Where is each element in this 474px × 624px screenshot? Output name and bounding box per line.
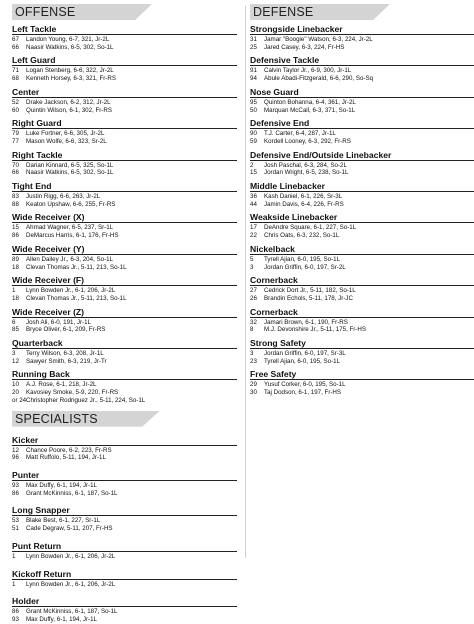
position-title: Cornerback (250, 306, 298, 317)
left-column (12, 4, 237, 624)
position-rule (250, 379, 474, 380)
position-rule (12, 606, 237, 607)
position-rule (250, 317, 474, 318)
player-info: Jared Casey, 6-3, 224, Fr-HS (264, 43, 345, 51)
specialists-banner (12, 411, 160, 427)
jersey-number: 86 (12, 489, 19, 497)
player-info: Lynn Bowden Jr., 6-1, 206, Jr-2L (26, 580, 116, 588)
player-info: Logan Stenberg, 6-6, 322, Jr-2L (26, 67, 114, 75)
player-info: Ahmad Wagner, 6-5, 237, Sr-1L (26, 224, 114, 232)
player-row (250, 75, 474, 83)
player-row (12, 326, 237, 334)
jersey-number: 15 (12, 224, 19, 232)
player-info: Clevan Thomas Jr., 5-11, 213, So-1L (26, 263, 127, 271)
player-info: Mason Wolfe, 6-6, 323, Sr-2L (26, 137, 107, 145)
position-rule (12, 128, 237, 129)
player-row (12, 381, 237, 389)
position-group (250, 369, 474, 396)
offense-section (12, 24, 237, 405)
player-row (250, 67, 474, 75)
position-title: Punter (12, 469, 40, 480)
player-row (12, 397, 237, 405)
player-info: Drake Jackson, 6-2, 312, Jr-2L (26, 98, 111, 106)
defense-header: DEFENSE (253, 5, 314, 19)
player-row (12, 490, 237, 498)
position-group (250, 338, 474, 365)
player-row (250, 264, 474, 272)
position-title: Kickoff Return (12, 568, 72, 579)
player-info: Calvin Taylor Jr., 6-9, 300, Jr-1L (264, 67, 352, 75)
position-rule (12, 34, 237, 35)
player-row (12, 264, 237, 272)
player-row (250, 201, 474, 209)
position-group (12, 24, 237, 51)
player-row (12, 107, 237, 115)
position-group (250, 244, 474, 271)
player-info: Max Duffy, 6-1, 194, Jr-1L (26, 481, 97, 489)
player-row (12, 358, 237, 366)
position-group (250, 150, 474, 177)
player-row (250, 358, 474, 366)
specialists-section (12, 435, 237, 624)
jersey-number: 31 (250, 36, 257, 43)
player-row (250, 44, 474, 52)
position-rule (250, 285, 474, 286)
player-info: Blake Best, 6-1, 227, Sr-1L (26, 517, 101, 525)
player-info: Terry Wilson, 6-3, 208, Jr-1L (26, 350, 104, 358)
position-rule (250, 348, 474, 349)
position-title: Tight End (12, 181, 52, 192)
player-info: Landon Young, 6-7, 321, Jr-2L (26, 36, 110, 43)
position-rule (12, 97, 237, 98)
jersey-number: 83 (12, 193, 19, 201)
jersey-number: 59 (250, 137, 257, 145)
player-row (250, 256, 474, 264)
player-info: Kordell Looney, 6-3, 292, Fr-RS (264, 137, 351, 145)
position-group (12, 87, 237, 114)
jersey-number: 1 (12, 580, 16, 588)
position-title: Defensive Tackle (250, 55, 320, 66)
player-info: Grant McKinniss, 6-1, 187, So-1L (26, 608, 118, 616)
jersey-number: 90 (250, 130, 257, 138)
position-rule (12, 579, 237, 580)
player-row (250, 224, 474, 232)
player-info: Lynn Bowden Jr., 6-1, 206, Jr-2L (26, 287, 116, 295)
position-title: Nose Guard (250, 86, 299, 97)
player-row (12, 224, 237, 232)
jersey-number: 30 (250, 389, 257, 397)
jersey-number: 93 (12, 615, 19, 623)
position-title: Wide Receiver (Y) (12, 243, 85, 254)
jersey-number: 51 (12, 525, 19, 533)
player-row (12, 67, 237, 75)
position-group (250, 87, 474, 114)
position-rule (250, 160, 474, 161)
jersey-number: 27 (250, 287, 257, 295)
position-title: Strongside Linebacker (250, 24, 343, 34)
player-row (12, 36, 237, 44)
position-group (12, 150, 237, 177)
position-rule (250, 222, 474, 223)
jersey-number: 1 (12, 552, 16, 560)
position-group (12, 596, 237, 623)
position-group (12, 55, 237, 82)
player-info: Justin Rigg, 6-6, 263, Jr-2L (26, 193, 101, 201)
player-row (12, 99, 237, 107)
player-row (12, 616, 237, 624)
position-group (12, 435, 237, 462)
jersey-number: 1 (12, 287, 16, 295)
player-info: Tyrell Ajian, 6-0, 195, So-1L (264, 357, 341, 365)
player-row (12, 287, 237, 295)
column-divider (245, 6, 246, 558)
position-title: Kicker (12, 434, 39, 445)
position-title: Wide Receiver (X) (12, 212, 85, 223)
player-info: Sawyer Smith, 6-3, 219, Jr-Tr (26, 357, 107, 365)
player-info: Quinton Bohanna, 6-4, 361, Jr-2L (264, 98, 356, 106)
position-title: Running Back (12, 369, 70, 380)
position-rule (250, 34, 474, 35)
player-info: Chris Oats, 6-3, 232, So-1L (264, 232, 340, 240)
jersey-number: 93 (12, 481, 19, 489)
position-group (12, 181, 237, 208)
jersey-number: 8 (250, 326, 254, 334)
jersey-number: 85 (12, 326, 19, 334)
position-title: Wide Receiver (Z) (12, 306, 85, 317)
position-rule (12, 191, 237, 192)
player-row (250, 287, 474, 295)
position-group (250, 307, 474, 334)
player-info: Keaton Upshaw, 6-6, 255, Fr-RS (26, 200, 116, 208)
jersey-number: 94 (250, 75, 257, 83)
jersey-number: 66 (12, 43, 19, 51)
position-rule (250, 97, 474, 98)
jersey-number: 10 (12, 381, 19, 389)
player-info: Kash Daniel, 6-1, 226, Sr-3L (264, 193, 343, 201)
jersey-number: 52 (12, 98, 19, 106)
jersey-number: 3 (12, 350, 16, 358)
player-info: Darian Kinnard, 6-5, 325, So-1L (26, 161, 114, 169)
player-row (250, 319, 474, 327)
player-info: Jordan Griffin, 6-0, 197, Sr-3L (264, 350, 346, 358)
player-row (250, 36, 474, 44)
position-title: Wide Receiver (F) (12, 275, 85, 286)
player-info: Kenneth Horsey, 6-3, 321, Fr-RS (26, 75, 116, 83)
jersey-number: 50 (250, 106, 257, 114)
player-info: Yusuf Corker, 6-0, 195, So-1L (264, 381, 346, 389)
player-row (250, 381, 474, 389)
player-row (12, 389, 237, 397)
position-title: Left Guard (12, 55, 56, 66)
player-row (250, 138, 474, 146)
jersey-number: 18 (12, 263, 19, 271)
position-rule (12, 222, 237, 223)
player-info: Jamari Brown, 6-1, 190, Fr-RS (264, 318, 348, 326)
position-group (12, 118, 237, 145)
player-info: Chance Poore, 6-2, 223, Fr-RS (26, 446, 112, 454)
position-title: Defensive End/Outside Linebacker (250, 149, 392, 160)
player-row (12, 193, 237, 201)
position-title: Middle Linebacker (250, 181, 325, 192)
jersey-number: 12 (12, 357, 19, 365)
player-row (12, 608, 237, 616)
jersey-number: 91 (250, 67, 257, 75)
position-title: Strong Safety (250, 338, 306, 349)
player-row (12, 525, 237, 533)
jersey-number: 89 (12, 255, 19, 263)
position-group (250, 118, 474, 145)
player-row (250, 169, 474, 177)
player-row (12, 553, 237, 561)
position-rule (12, 285, 237, 286)
position-group (12, 369, 237, 404)
position-rule (250, 128, 474, 129)
position-group (12, 541, 237, 561)
position-rule (12, 480, 237, 481)
player-info: Jamin Davis, 6-4, 226, Fr-RS (264, 200, 344, 208)
player-row (12, 232, 237, 240)
player-info: Naasir Watkins, 6-5, 302, So-1L (26, 169, 114, 177)
player-info: Quintin Wilson, 6-1, 302, Fr-RS (26, 106, 112, 114)
jersey-number: 2 (250, 161, 254, 169)
position-rule (12, 445, 237, 446)
jersey-number: 6 (12, 318, 16, 326)
player-row (12, 44, 237, 52)
position-group (12, 470, 237, 497)
player-row (250, 130, 474, 138)
jersey-number: 88 (12, 200, 19, 208)
player-info: Jordan Wright, 6-5, 238, So-1L (264, 169, 349, 177)
player-info: Kavosiey Smoke, 5-9, 220, Fr-RS (26, 389, 119, 397)
jersey-number: 53 (12, 517, 19, 525)
jersey-number: 68 (12, 75, 19, 83)
player-info: Brandin Echols, 5-11, 178, Jr-JC (264, 294, 353, 302)
position-title: Defensive End (250, 118, 310, 129)
position-title: Free Safety (250, 369, 297, 380)
player-row (250, 162, 474, 170)
jersey-number: 25 (250, 43, 257, 51)
player-row (12, 201, 237, 209)
player-row (250, 350, 474, 358)
player-row (250, 107, 474, 115)
position-rule (12, 515, 237, 516)
position-group (250, 181, 474, 208)
offense-header: OFFENSE (15, 5, 76, 19)
player-row (12, 581, 237, 589)
jersey-number: 15 (250, 169, 257, 177)
position-rule (12, 65, 237, 66)
position-group (12, 505, 237, 532)
player-row (250, 232, 474, 240)
position-title: Weakside Linebacker (250, 212, 338, 223)
jersey-number: 23 (250, 357, 257, 365)
position-group (250, 275, 474, 302)
position-title: Quarterback (12, 338, 63, 349)
jersey-number: 79 (12, 130, 19, 138)
player-info: DeMarcus Harris, 6-1, 176, Fr-HS (26, 232, 119, 240)
position-title: Center (12, 86, 40, 97)
position-title: Cornerback (250, 275, 298, 286)
player-row (12, 130, 237, 138)
player-info: A.J. Rose, 6-1, 218, Jr-2L (26, 381, 97, 389)
player-row (12, 256, 237, 264)
position-group (250, 212, 474, 239)
player-row (12, 169, 237, 177)
jersey-number: 70 (12, 161, 19, 169)
player-info: DeAndre Square, 6-1, 227, So-1L (264, 224, 357, 232)
player-row (12, 517, 237, 525)
player-row (250, 193, 474, 201)
position-group (12, 212, 237, 239)
position-title: Right Guard (12, 118, 62, 129)
position-rule (12, 348, 237, 349)
position-rule (12, 160, 237, 161)
jersey-number: 29 (250, 381, 257, 389)
player-info: Marquan McCall, 6-3, 371, So-1L (264, 106, 356, 114)
player-info: Lynn Bowden Jr., 6-1, 206, Jr-2L (26, 552, 116, 560)
jersey-number: 67 (12, 36, 19, 43)
player-info: Abule Abadi-Fitzgerald, 6-6, 290, So-Sq (264, 75, 374, 83)
position-title: Right Tackle (12, 149, 63, 160)
player-info: Matt Ruffolo, 5-11, 194, Jr-1L (26, 454, 106, 462)
player-info: Josh Paschal, 6-3, 284, So-2L (264, 161, 347, 169)
defense-section (250, 24, 474, 397)
jersey-number: 26 (250, 294, 257, 302)
position-title: Long Snapper (12, 505, 70, 516)
defense-banner (250, 4, 390, 20)
player-row (12, 319, 237, 327)
jersey-number: 96 (12, 454, 19, 462)
player-info: Tyrell Ajian, 6-0, 195, So-1L (264, 255, 341, 263)
jersey-number: 95 (250, 98, 257, 106)
position-group (250, 55, 474, 82)
player-row (12, 447, 237, 455)
jersey-number: 66 (12, 169, 19, 177)
jersey-number: 36 (250, 193, 257, 201)
position-rule (12, 317, 237, 318)
jersey-number: 17 (250, 224, 257, 232)
player-info: Luke Fortner, 6-6, 305, Jr-2L (26, 130, 105, 138)
jersey-number: 71 (12, 67, 19, 75)
player-row (12, 162, 237, 170)
player-row (12, 138, 237, 146)
player-info: T.J. Carter, 6-4, 287, Jr-1L (264, 130, 336, 138)
player-info: Allen Dailey Jr., 6-3, 204, So-1L (26, 255, 114, 263)
position-group (250, 24, 474, 51)
offense-banner (12, 4, 152, 20)
position-rule (250, 254, 474, 255)
player-row (250, 99, 474, 107)
player-info: Cade Degraw, 5-11, 207, Fr-HS (26, 525, 113, 533)
position-group (12, 569, 237, 589)
position-rule (12, 379, 237, 380)
jersey-number: 77 (12, 137, 19, 145)
player-row (250, 326, 474, 334)
player-row (12, 482, 237, 490)
player-info: Jordan Griffin, 6-0, 197, Sr-2L (264, 263, 346, 271)
player-info: Clevan Thomas Jr., 5-11, 213, So-1L (26, 294, 127, 302)
player-info: Bryce Oliver, 6-1, 209, Fr-RS (26, 326, 106, 334)
jersey-number: 5 (250, 255, 254, 263)
position-title: Left Tackle (12, 24, 57, 34)
player-info: Grant McKinniss, 6-1, 187, So-1L (26, 489, 118, 497)
position-group (12, 244, 237, 271)
right-column (250, 4, 474, 397)
player-info: Max Duffy, 6-1, 194, Jr-1L (26, 615, 97, 623)
position-rule (12, 254, 237, 255)
player-info: Josh Ali, 6-0, 191, Jr-1L (26, 318, 92, 326)
position-rule (12, 551, 237, 552)
jersey-number: 3 (250, 350, 254, 358)
player-row (12, 75, 237, 83)
jersey-number: 12 (12, 446, 19, 454)
jersey-number: 86 (12, 232, 19, 240)
player-row (12, 350, 237, 358)
jersey-number: 86 (12, 608, 19, 616)
player-info: Jamar "Boogie" Watson, 6-3, 224, Jr-2L (264, 36, 373, 43)
position-title: Holder (12, 596, 40, 607)
player-info: Taj Dodson, 6-1, 197, Fr-HS (264, 389, 342, 397)
player-info: M.J. Devonshire Jr., 5-11, 175, Fr-HS (264, 326, 367, 334)
player-info: Naasir Watkins, 6-5, 302, So-1L (26, 43, 114, 51)
position-group (12, 338, 237, 365)
specialists-header: SPECIALISTS (15, 411, 98, 426)
player-row (12, 454, 237, 462)
jersey-number: 22 (250, 232, 257, 240)
player-info: Cedrick Dort Jr., 5-11, 182, So-1L (264, 287, 356, 295)
jersey-number: or 24 (12, 396, 27, 404)
position-group (12, 275, 237, 302)
position-title: Nickelback (250, 243, 295, 254)
position-rule (250, 191, 474, 192)
position-title: Punt Return (12, 540, 62, 551)
jersey-number: 3 (250, 263, 254, 271)
player-info: Christopher Rodriguez Jr., 5-11, 224, So-1L (26, 396, 146, 404)
jersey-number: 18 (12, 294, 19, 302)
player-row (12, 295, 237, 303)
position-rule (250, 65, 474, 66)
player-row (250, 295, 474, 303)
player-row (250, 389, 474, 397)
jersey-number: 20 (12, 389, 19, 397)
jersey-number: 44 (250, 200, 257, 208)
jersey-number: 60 (12, 106, 19, 114)
jersey-number: 32 (250, 318, 257, 326)
position-group (12, 307, 237, 334)
